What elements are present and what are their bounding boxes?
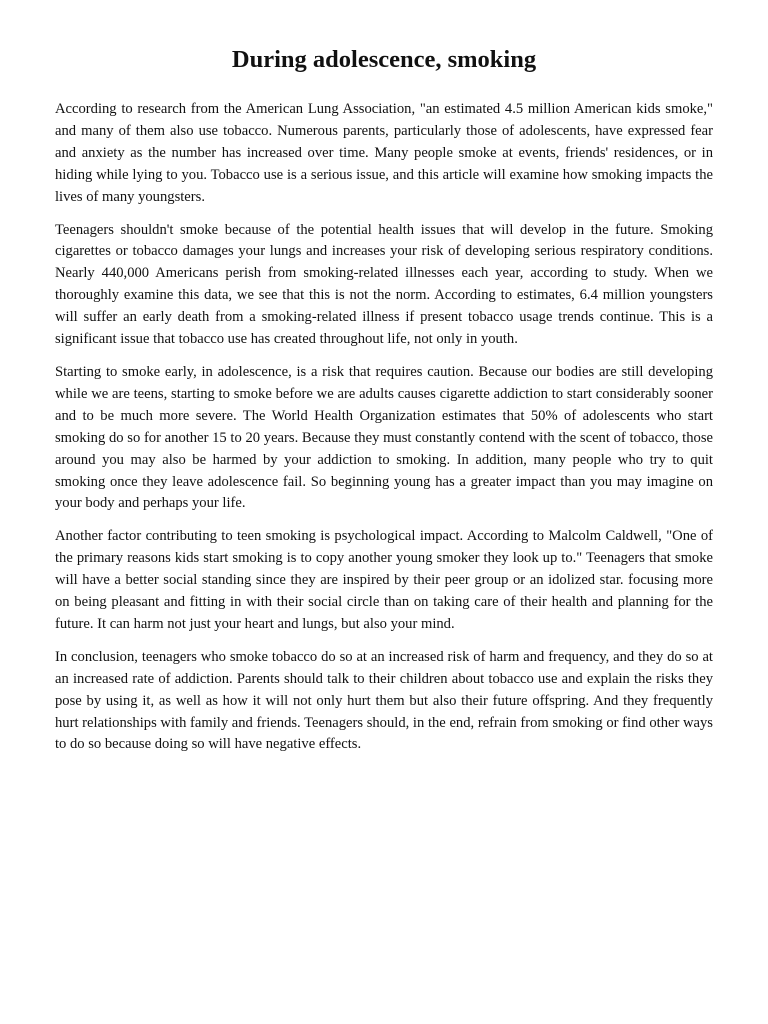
document-body (55, 99, 713, 767)
page-title: During adolescence, smoking (231, 46, 537, 73)
paragraph-conclusion: In conclusion, teenagers who smoke tobacco do so at an increased risk of harm and frequency, and they do so at an increased rate of addiction. Parents should talk to their children about tobacco use and explain the risks they pose by using it, as well as how it will not only hurt them but also their future offspring. And they frequently hurt relationships with family and friends. Teenagers should, in the end, refrain from smoking or find other ways to do so because doing so will have negative effects. (55, 648, 713, 753)
paragraph-health-issues: Teenagers shouldn't smoke because of the potential health issues that will develop in the future. Smoking cigarettes or tobacco damages your lungs and increases your risk of developing serious respiratory conditions. Nearly 440,000 Americans perish from smoking-related illnesses each year, according to study. When we thoroughly examine this data, we see that this is not the norm. According to estimates, 6.4 million youngsters will suffer an early death from a smoking-related illness if present tobacco usage trends continue. This is a significant issue that tobacco use has created throughout life, not only in youth. (55, 221, 713, 348)
paragraph-early-risk: Starting to smoke early, in adolescence, is a risk that requires caution. Because our bodies are still developing while we are teens, starting to smoke before we are adults causes cigarette addiction to start considerably sooner and to be much more severe. The World Health Organization estimates that 50% of adolescents who start smoking do so for another 15 to 20 years. Because they must constantly contend with the scent of tobacco, those around you may also be harmed by your addiction to smoking. In addition, many people who try to quit smoking once they leave adolescence fail. So beginning young has a greater impact than you may imagine on your body and perhaps your life. (55, 363, 713, 512)
paragraph-psychological-impact: Another factor contributing to teen smoking is psychological impact. According to Malcolm Caldwell, "One of the primary reasons kids start smoking is to copy another young smoker they look up to." Teenagers that smoke will have a better social standing since they are inspired by their peer group or an idolized star. focusing more on being pleasant and fitting in with their social circle than on taking care of their health and planning for the future. It can harm not just your heart and lungs, but also your mind. (55, 528, 713, 632)
paragraph-intro: According to research from the American Lung Association, "an estimated 4.5 million American kids smoke," and many of them also use tobacco. Numerous parents, particularly those of adolescents, have expressed fear and anxiety as the number has increased over time. Many people smoke at events, friends' residences, or in hiding while lying to you. Tobacco use is a serious issue, and this article will examine how smoking impacts the lives of many youngsters. (55, 101, 713, 205)
